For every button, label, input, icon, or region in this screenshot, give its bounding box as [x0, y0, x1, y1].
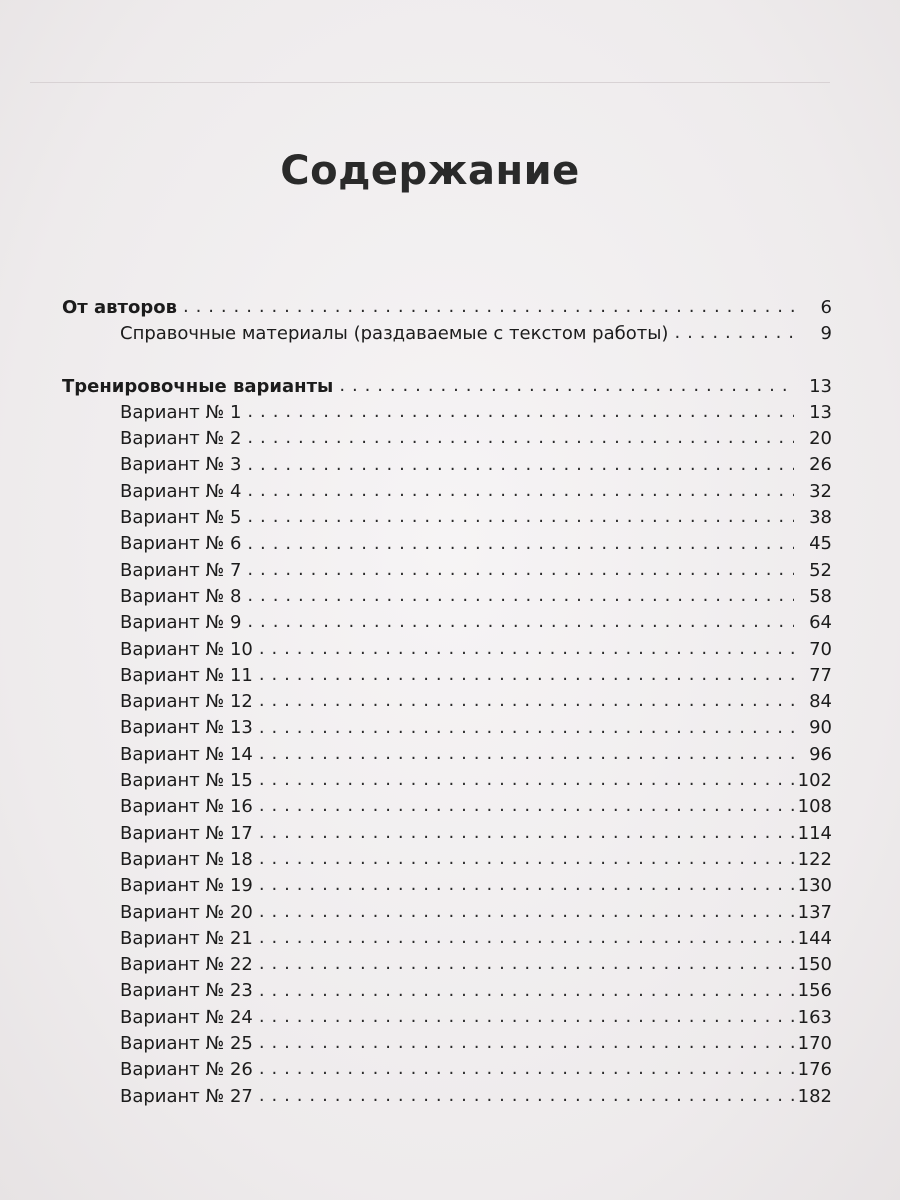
toc-item-label: Вариант № 27 — [120, 1085, 253, 1107]
toc-item[interactable] — [62, 768, 832, 794]
toc-item[interactable] — [62, 426, 832, 452]
toc-item-label: Вариант № 19 — [120, 875, 253, 897]
toc-item-label: Вариант № 11 — [120, 664, 253, 686]
toc-item[interactable] — [62, 742, 832, 768]
dot-leader — [183, 298, 794, 318]
toc-item-label: Вариант № 6 — [120, 533, 242, 555]
toc-item-label: Вариант № 14 — [120, 743, 253, 765]
toc-item[interactable] — [62, 821, 832, 847]
dot-leader — [259, 824, 794, 844]
dot-leader — [247, 429, 794, 449]
toc-item[interactable] — [62, 531, 832, 557]
dot-leader — [259, 929, 794, 949]
dot-leader — [259, 745, 794, 765]
toc-item[interactable] — [62, 1005, 832, 1031]
toc-item-label: Вариант № 10 — [120, 638, 253, 660]
dot-leader — [339, 377, 794, 397]
toc-item[interactable] — [62, 873, 832, 899]
toc-item[interactable] — [62, 400, 832, 426]
variant-list — [62, 400, 832, 1110]
dot-leader — [674, 324, 794, 344]
dot-leader — [247, 587, 794, 607]
dot-leader — [259, 1087, 794, 1107]
toc-page-number: 20 — [809, 428, 832, 450]
toc-item-label: Вариант № 15 — [120, 770, 253, 792]
toc-page-number: 45 — [809, 533, 832, 555]
toc-page-number: 70 — [809, 638, 832, 660]
toc-page-number: 13 — [809, 375, 832, 397]
toc-item[interactable] — [62, 978, 832, 1004]
toc-page-number: 26 — [809, 454, 832, 476]
toc-item-label: Вариант № 22 — [120, 954, 253, 976]
toc-page-number: 170 — [797, 1033, 832, 1055]
toc-page-number: 150 — [797, 954, 832, 976]
toc-section-label: От авторов — [62, 297, 177, 318]
toc-item[interactable] — [62, 1031, 832, 1057]
toc-page-number: 96 — [809, 743, 832, 765]
toc-item-label: Вариант № 17 — [120, 822, 253, 844]
toc-item-label: Вариант № 2 — [120, 428, 242, 450]
toc-item-label: Вариант № 13 — [120, 717, 253, 739]
dot-leader — [247, 535, 794, 555]
toc-page-number: 108 — [797, 796, 832, 818]
toc-item[interactable] — [62, 715, 832, 741]
section-gap — [62, 348, 832, 374]
dot-leader — [259, 903, 794, 923]
toc-item[interactable] — [62, 1057, 832, 1083]
dot-leader — [247, 613, 794, 633]
toc-page-number: 32 — [809, 480, 832, 502]
toc-page-number: 102 — [797, 770, 832, 792]
toc-item-label: Вариант № 8 — [120, 585, 242, 607]
toc-item[interactable] — [62, 900, 832, 926]
toc-page-number: 114 — [797, 822, 832, 844]
toc-item-label: Вариант № 25 — [120, 1033, 253, 1055]
toc-page-number: 176 — [797, 1059, 832, 1081]
toc-section-training[interactable] — [62, 374, 832, 400]
toc-page-number: 137 — [797, 901, 832, 923]
toc-item[interactable] — [62, 321, 832, 347]
toc-page-number: 163 — [797, 1006, 832, 1028]
toc-item-label: Вариант № 23 — [120, 980, 253, 1002]
toc-page-number: 58 — [809, 585, 832, 607]
dot-leader — [259, 1060, 794, 1080]
dot-leader — [259, 1034, 794, 1054]
toc-item[interactable] — [62, 847, 832, 873]
toc-item-label: Вариант № 1 — [120, 401, 242, 423]
dot-leader — [259, 797, 794, 817]
toc-page-number: 9 — [820, 323, 832, 345]
toc-item[interactable] — [62, 584, 832, 610]
dot-leader — [247, 403, 794, 423]
toc-page-number: 64 — [809, 612, 832, 634]
dot-leader — [259, 850, 794, 870]
toc-section-label: Тренировочные варианты — [62, 375, 334, 397]
toc-item-label: Вариант № 4 — [120, 480, 242, 502]
toc-page-number: 6 — [820, 297, 832, 318]
toc-page-number: 90 — [809, 717, 832, 739]
toc-item[interactable] — [62, 452, 832, 478]
dot-leader — [259, 692, 794, 712]
toc-item[interactable] — [62, 505, 832, 531]
toc-item-label: Справочные материалы (раздаваемые с текстом работы) — [120, 323, 669, 345]
toc-page-number: 156 — [797, 980, 832, 1002]
toc-page-number: 38 — [809, 507, 832, 529]
toc-page-number: 182 — [797, 1085, 832, 1107]
dot-leader — [247, 561, 794, 581]
dot-leader — [259, 955, 794, 975]
toc-item-label: Вариант № 20 — [120, 901, 253, 923]
toc-item[interactable] — [62, 926, 832, 952]
toc-page-number: 130 — [797, 875, 832, 897]
dot-leader — [259, 771, 794, 791]
dot-leader — [259, 982, 794, 1002]
toc-item[interactable] — [62, 610, 832, 636]
toc-page-number: 77 — [809, 664, 832, 686]
toc-page-number: 84 — [809, 691, 832, 713]
toc-item[interactable] — [62, 558, 832, 584]
dot-leader — [259, 1008, 794, 1028]
dot-leader — [247, 482, 794, 502]
toc-item[interactable] — [62, 663, 832, 689]
toc-item-label: Вариант № 18 — [120, 848, 253, 870]
toc-item-label: Вариант № 7 — [120, 559, 242, 581]
toc-item-label: Вариант № 9 — [120, 612, 242, 634]
toc-page-number: 122 — [797, 848, 832, 870]
toc-page-number: 144 — [797, 927, 832, 949]
toc-item-label: Вариант № 26 — [120, 1059, 253, 1081]
toc-item-label: Вариант № 24 — [120, 1006, 253, 1028]
table-of-contents — [62, 295, 832, 1110]
toc-item-label: Вариант № 21 — [120, 927, 253, 949]
dot-leader — [247, 508, 794, 528]
toc-page-number: 13 — [809, 401, 832, 423]
toc-section-authors[interactable] — [62, 295, 832, 321]
toc-item-label: Вариант № 12 — [120, 691, 253, 713]
dot-leader — [259, 666, 794, 686]
dot-leader — [259, 719, 794, 739]
toc-item[interactable] — [62, 1084, 832, 1110]
dot-leader — [259, 640, 794, 660]
toc-item-label: Вариант № 16 — [120, 796, 253, 818]
toc-item-label: Вариант № 5 — [120, 507, 242, 529]
toc-item[interactable] — [62, 637, 832, 663]
toc-item[interactable] — [62, 689, 832, 715]
page-title: Содержание — [280, 148, 580, 194]
toc-item[interactable] — [62, 952, 832, 978]
toc-page-number: 52 — [809, 559, 832, 581]
toc-item[interactable] — [62, 479, 832, 505]
dot-leader — [259, 876, 794, 896]
bleed-through-header — [30, 62, 830, 83]
dot-leader — [247, 456, 794, 476]
toc-item[interactable] — [62, 794, 832, 820]
toc-item-label: Вариант № 3 — [120, 454, 242, 476]
